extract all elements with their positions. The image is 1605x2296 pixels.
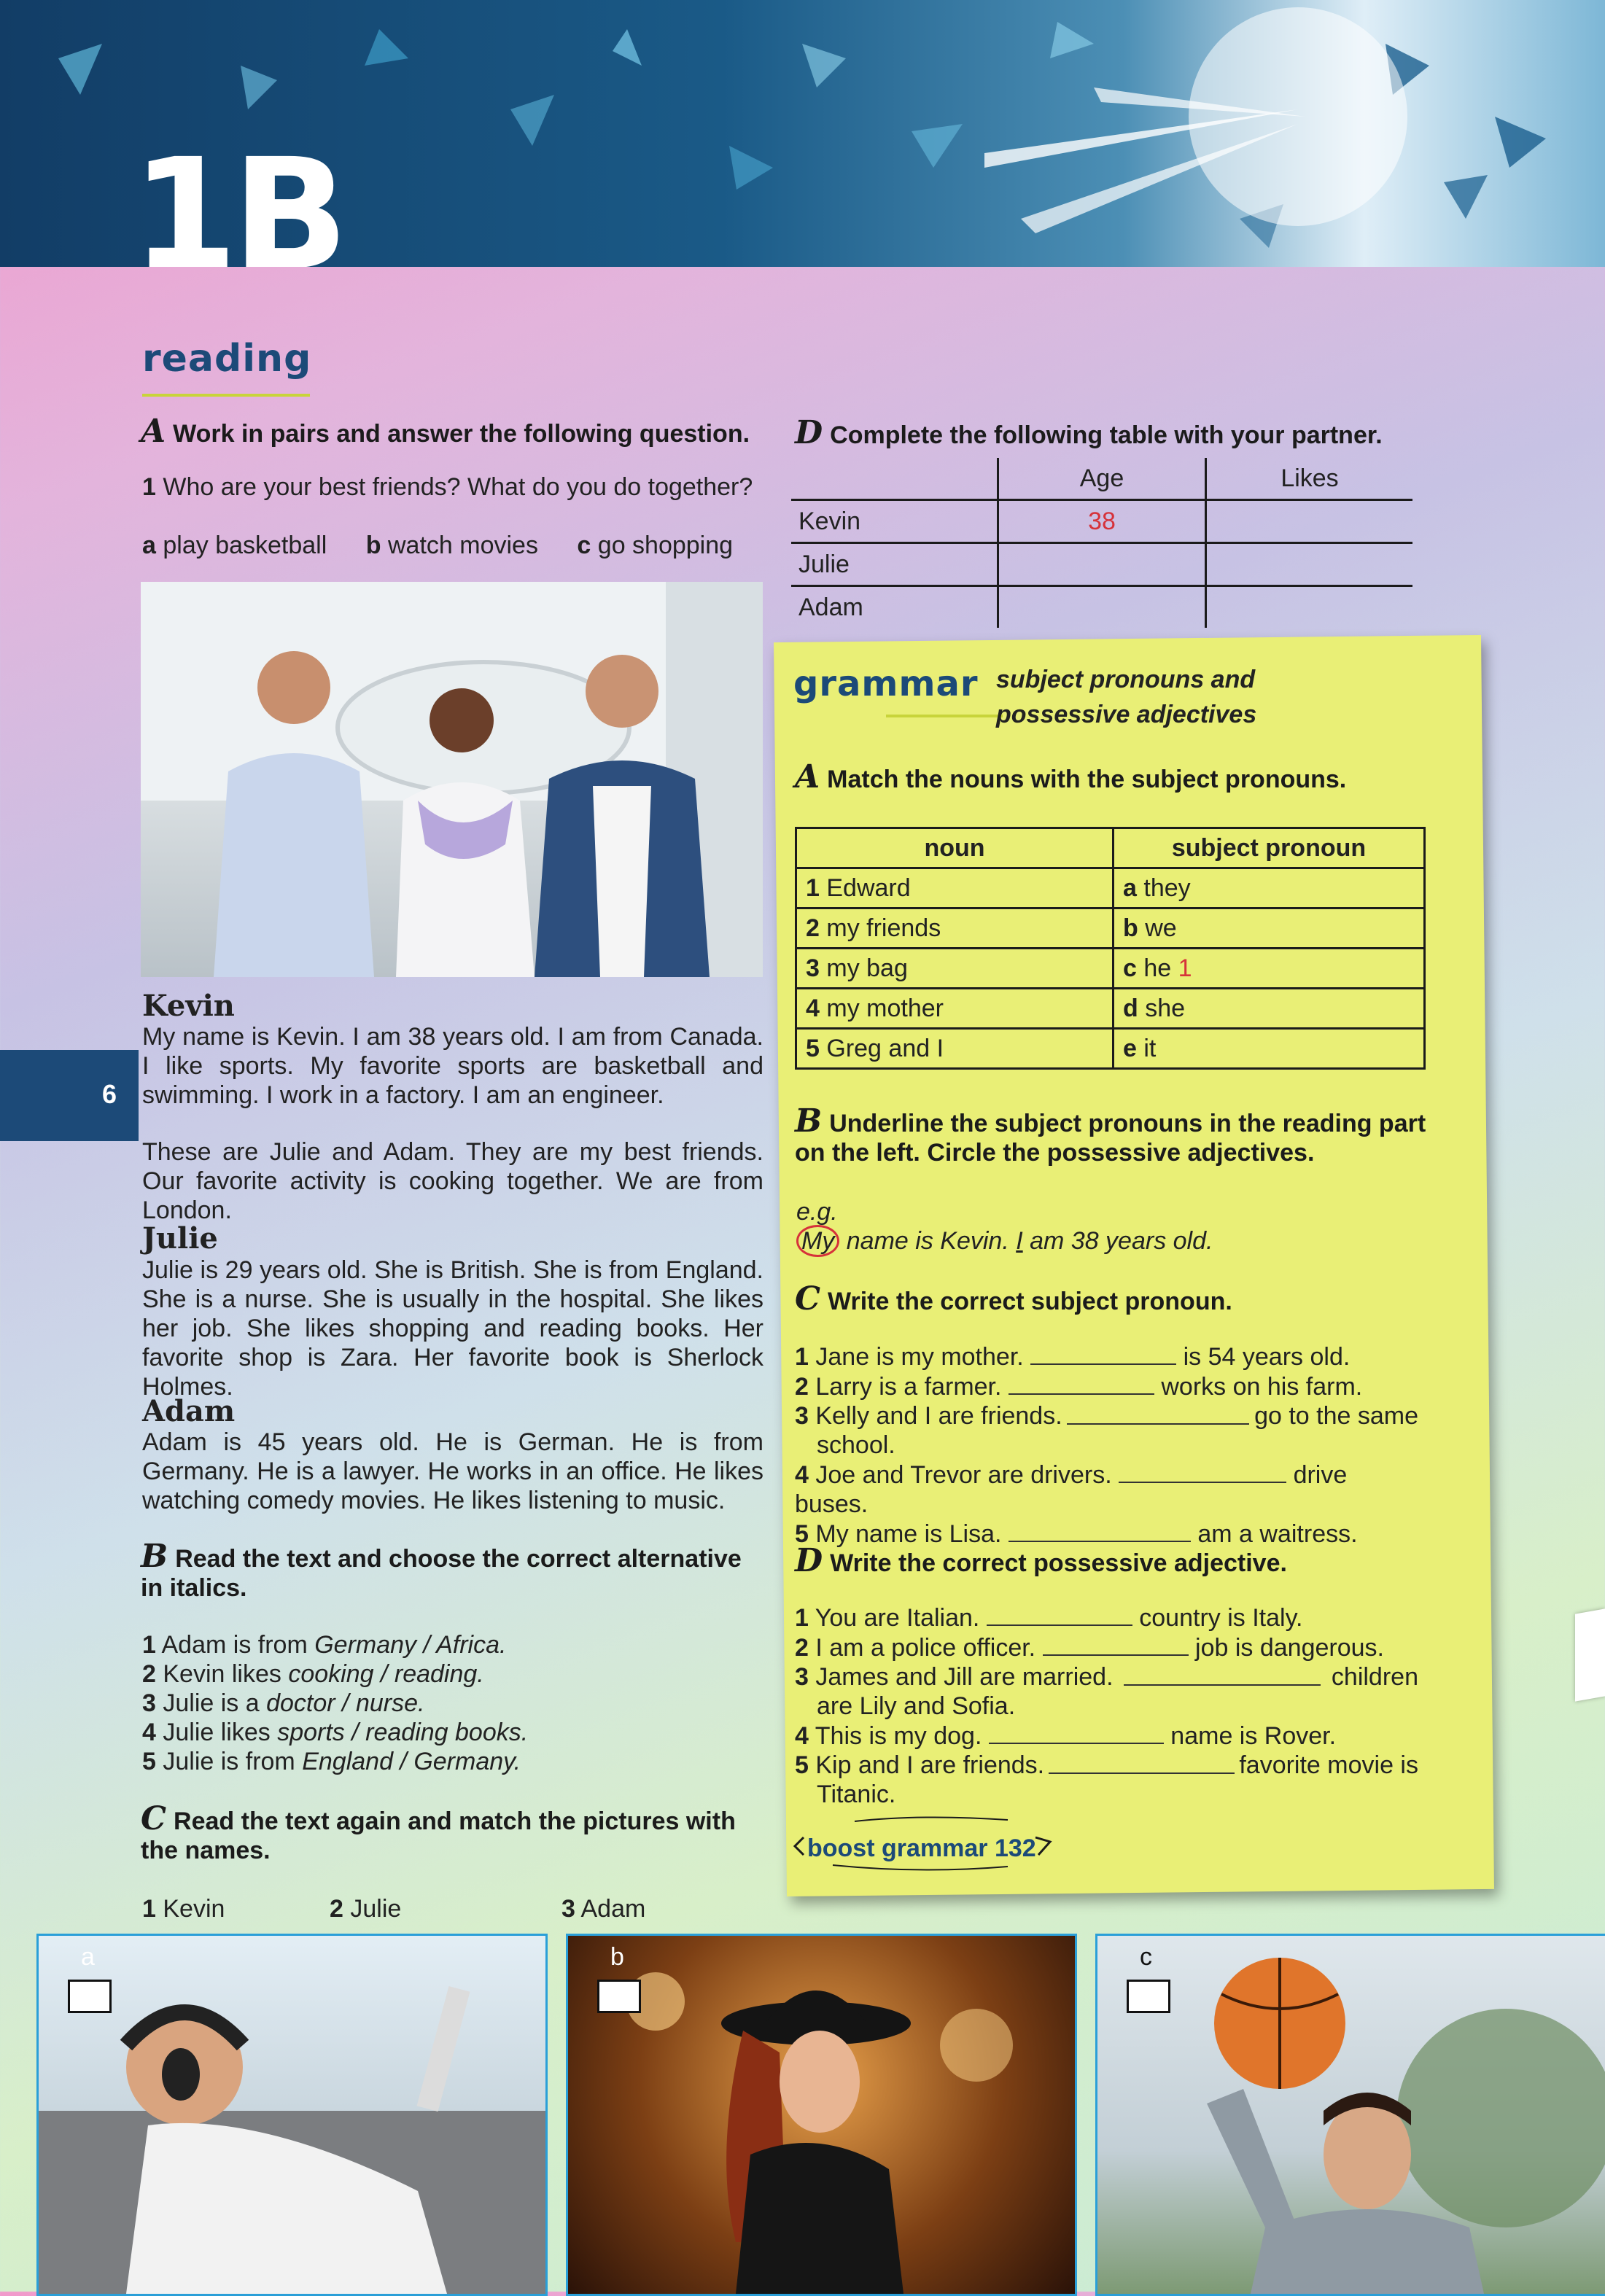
reading-b-letter: B	[141, 1538, 168, 1575]
question-number: 1	[142, 473, 156, 501]
grammar-b-instruction-text: Underline the subject pronouns in the reading part on the left. Circle the possessive adjectives.	[795, 1110, 1426, 1167]
page-number-tab	[0, 1050, 139, 1141]
noun-table-row	[796, 1029, 1425, 1069]
grammar-c-instruction-text: Write the correct subject pronoun.	[828, 1288, 1232, 1315]
friends-photo-illustration	[141, 582, 763, 977]
pronoun-cell[interactable]: d she	[1114, 989, 1425, 1029]
picture-a	[36, 1934, 548, 2296]
grammar-a-instruction	[795, 758, 1346, 795]
noun-table-header-noun: noun	[796, 828, 1114, 868]
kevin-text-friends: These are Julie and Adam. They are my best friends. Our favorite activity is cooking together. We are from London.	[142, 1138, 763, 1224]
likes-table-header	[791, 458, 1412, 500]
option-b: b watch movies	[365, 532, 538, 559]
likes-row-name: Kevin	[791, 500, 998, 543]
example-underlined-word: I	[1016, 1227, 1023, 1255]
answer-blank[interactable]	[1009, 1519, 1191, 1542]
answer-blank[interactable]	[1030, 1342, 1176, 1365]
noun-table-row	[796, 949, 1425, 989]
example-circled-word: My	[796, 1225, 839, 1257]
reading-b-item: 2 Kevin likes cooking / reading.	[142, 1660, 484, 1688]
grammar-d-item: 1 You are Italian. country is Italy.	[795, 1604, 1303, 1632]
question-text: Who are your best friends? What do you do together?	[163, 473, 753, 501]
grammar-b-instruction	[795, 1102, 1451, 1167]
pronoun-cell[interactable]: c he 1	[1114, 949, 1425, 989]
reading-c-instruction	[141, 1800, 764, 1865]
option-c: c go shopping	[577, 532, 734, 559]
likes-row-age[interactable]: 38	[998, 500, 1206, 543]
grammar-d-item: 3 James and Jill are married. children	[795, 1663, 1418, 1691]
reading-c-name-1: 1 Kevin	[142, 1895, 225, 1923]
kevin-heading: Kevin	[142, 989, 235, 1023]
grammar-subtitle-line1: subject pronouns and	[996, 666, 1256, 693]
reading-b-item: 5 Julie is from England / Germany.	[142, 1748, 521, 1775]
kevin-text: My name is Kevin. I am 38 years old. I am from Canada. I like sports. My favorite sports are basketball and swimming. I work in a factory. I am an engineer.	[142, 1023, 763, 1109]
pronoun-cell[interactable]: e it	[1114, 1029, 1425, 1069]
noun-cell: 1 Edward	[796, 868, 1114, 908]
noun-pronoun-table	[795, 827, 1426, 1070]
grammar-c-item: 4 Joe and Trevor are drivers. drive buses.	[795, 1461, 1348, 1518]
grammar-d-letter: D	[795, 1542, 823, 1579]
picture-a-answer-box[interactable]	[68, 1980, 112, 2013]
match-answer: 1	[1178, 954, 1192, 982]
picture-c-answer-box[interactable]	[1127, 1980, 1170, 2013]
noun-cell: 5 Greg and I	[796, 1029, 1114, 1069]
grammar-c-letter: C	[795, 1280, 821, 1318]
reading-title: reading	[142, 337, 312, 381]
pronoun-cell[interactable]: a they	[1114, 868, 1425, 908]
reading-c-name-3: 3 Adam	[561, 1895, 646, 1923]
likes-table	[791, 458, 1412, 628]
grammar-c-item-cont: school.	[817, 1431, 895, 1459]
reading-a-instruction	[141, 413, 750, 450]
grammar-d-instruction-text: Write the correct possessive adjective.	[830, 1549, 1287, 1577]
grammar-d-item-cont: Titanic.	[817, 1781, 896, 1808]
reading-b-item: 1 Adam is from Germany / Africa.	[142, 1631, 507, 1659]
adam-heading: Adam	[142, 1394, 236, 1428]
grammar-subtitle	[996, 662, 1256, 732]
reading-a-instruction-text: Work in pairs and answer the following question.	[173, 420, 750, 448]
noun-cell: 3 my bag	[796, 949, 1114, 989]
picture-b-answer-box[interactable]	[597, 1980, 641, 2013]
reading-a-letter: A	[141, 413, 166, 450]
unit-number: 1B	[131, 125, 343, 267]
grammar-d-item-cont: are Lily and Sofia.	[817, 1692, 1016, 1720]
reading-b-item: 3 Julie is a doctor / nurse.	[142, 1689, 425, 1717]
answer-blank[interactable]	[1067, 1401, 1249, 1425]
likes-row-likes[interactable]	[1206, 543, 1413, 586]
grammar-a-letter: A	[795, 758, 820, 795]
picture-b	[566, 1934, 1077, 2296]
grammar-c-item: 2 Larry is a farmer. works on his farm.	[795, 1373, 1363, 1401]
pronoun-cell[interactable]: b we	[1114, 908, 1425, 949]
grammar-d-item: 4 This is my dog. name is Rover.	[795, 1722, 1337, 1750]
grammar-c-item: 1 Jane is my mother. is 54 years old.	[795, 1343, 1351, 1371]
likes-row-likes[interactable]	[1206, 586, 1413, 629]
grammar-title-underline	[886, 715, 1003, 717]
example-text-2: am 38 years old.	[1022, 1227, 1213, 1255]
grammar-d-items	[795, 1603, 1418, 1809]
answer-blank[interactable]	[1049, 1751, 1235, 1774]
boost-grammar-text: boost grammar 132	[807, 1834, 1036, 1862]
picture-b-label: b	[610, 1943, 624, 1971]
friends-photo	[141, 582, 763, 977]
noun-table-row	[796, 989, 1425, 1029]
grammar-c-item: 5 My name is Lisa. am a waitress.	[795, 1520, 1358, 1548]
grammar-subtitle-line2: possessive adjectives	[996, 701, 1257, 728]
reading-title-underline	[142, 394, 310, 397]
julie-heading: Julie	[142, 1221, 218, 1256]
picture-a-label: a	[81, 1943, 95, 1971]
picture-c-illustration	[1097, 1936, 1605, 2294]
likes-table-col-likes: Likes	[1206, 458, 1413, 500]
grammar-c-item: 3 Kelly and I are friends. go to the same	[795, 1402, 1418, 1430]
reading-c-instruction-text: Read the text again and match the pictures with the names.	[141, 1807, 736, 1864]
picture-c	[1095, 1934, 1605, 2296]
grammar-title: grammar	[793, 663, 979, 704]
likes-row-likes[interactable]	[1206, 500, 1413, 543]
reading-a-options	[142, 531, 733, 560]
page-number: 6	[102, 1079, 117, 1109]
answer-blank[interactable]	[1119, 1460, 1286, 1483]
grammar-b-eg: e.g.	[796, 1198, 838, 1226]
example-text-1: name is Kevin.	[839, 1227, 1017, 1255]
noun-table-header-pronoun: subject pronoun	[1114, 828, 1425, 868]
likes-table-row	[791, 586, 1412, 629]
reading-c-letter: C	[141, 1800, 167, 1837]
picture-b-illustration	[568, 1936, 1075, 2294]
noun-table-row	[796, 868, 1425, 908]
grammar-a-instruction-text: Match the nouns with the subject pronouns.	[827, 766, 1347, 793]
answer-blank[interactable]	[989, 1721, 1164, 1744]
grammar-b-example	[796, 1226, 1213, 1256]
adam-text: Adam is 45 years old. He is German. He is from Germany. He is a lawyer. He works in an office. He likes watching comedy movies. He likes listening to music.	[142, 1428, 763, 1514]
reading-d-instruction	[795, 414, 1383, 451]
likes-row-name: Julie	[791, 543, 998, 586]
reading-b-instruction-text: Read the text and choose the correct alternative in italics.	[141, 1545, 742, 1602]
grammar-d-instruction	[795, 1542, 1287, 1579]
grammar-c-items	[795, 1342, 1418, 1549]
likes-row-age[interactable]	[998, 543, 1206, 586]
answer-blank[interactable]	[987, 1603, 1132, 1626]
noun-table-row	[796, 908, 1425, 949]
noun-cell: 2 my friends	[796, 908, 1114, 949]
likes-table-row	[791, 500, 1412, 543]
likes-row-age[interactable]	[998, 586, 1206, 629]
grammar-d-item: 2 I am a police officer. job is dangerous.	[795, 1634, 1384, 1662]
answer-blank[interactable]	[1043, 1633, 1189, 1656]
reading-c-name-2: 2 Julie	[330, 1895, 402, 1923]
picture-a-illustration	[39, 1936, 545, 2294]
likes-row-name: Adam	[798, 593, 863, 621]
answer-blank[interactable]	[1124, 1662, 1321, 1686]
reading-a-question	[142, 472, 753, 502]
noun-cell: 4 my mother	[796, 989, 1114, 1029]
grammar-d-item: 5 Kip and I are friends. favorite movie is	[795, 1751, 1418, 1779]
reading-d-instruction-text: Complete the following table with your partner.	[830, 421, 1383, 449]
noun-table-header	[796, 828, 1425, 868]
julie-text: Julie is 29 years old. She is British. She is from England. She is a nurse. She is usually in the hospital. She likes her job. She likes shopping and reading books. Her favorite shop is Zara. Her favorite book is Sherlock Holmes.	[142, 1256, 763, 1401]
likes-table-corner	[791, 458, 998, 500]
likes-table-row	[791, 543, 1412, 586]
reading-d-letter: D	[795, 414, 823, 451]
answer-blank[interactable]	[1009, 1371, 1154, 1395]
grammar-c-instruction	[795, 1280, 1232, 1318]
option-a: a play basketball	[142, 532, 327, 559]
reading-b-items	[142, 1630, 528, 1776]
grammar-b-letter: B	[795, 1102, 823, 1140]
likes-table-col-age: Age	[998, 458, 1206, 500]
reading-b-instruction	[141, 1538, 764, 1603]
page-curl-decoration	[1575, 1608, 1605, 1701]
picture-c-label: c	[1140, 1943, 1152, 1971]
reading-b-item: 4 Julie likes sports / reading books.	[142, 1719, 529, 1746]
header-banner	[0, 0, 1605, 267]
